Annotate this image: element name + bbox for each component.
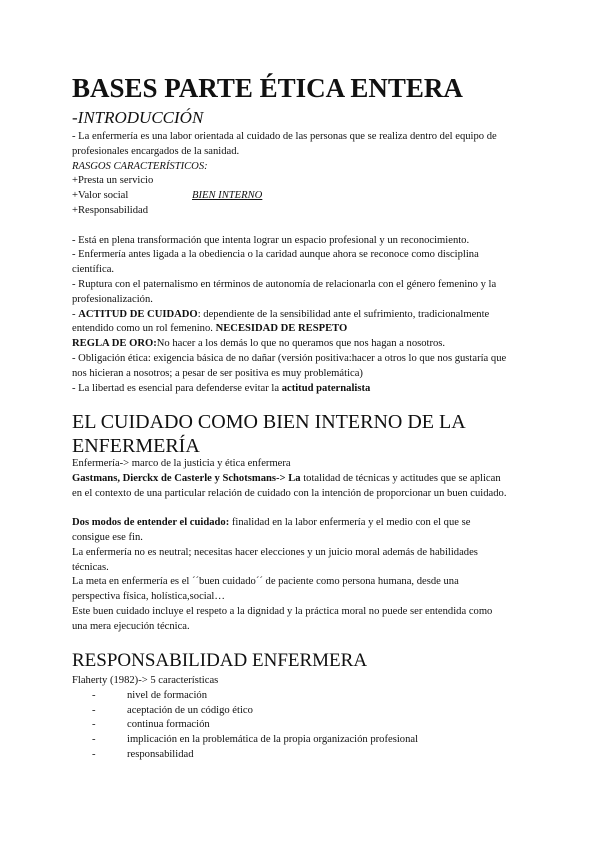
text-line: - La enfermería es una labor orientada al cuidado de las personas que se realiza dentro del equipo de xyxy=(72,131,497,142)
text-line: La enfermería no es neutral; necesitas hacer elecciones y un juicio moral además de habilidades xyxy=(72,546,478,558)
text-line: científica. xyxy=(72,264,115,276)
text-line xyxy=(72,308,552,323)
intro-section xyxy=(72,130,552,396)
intro-heading: -INTRODUCCIÓN xyxy=(72,108,204,127)
bold-text: actitud paternalista xyxy=(281,382,371,394)
bold-text: NECESIDAD DE RESPETO xyxy=(215,323,348,335)
text-line: en el contexto de una particular relación de cuidado con la intención de proporcionar un buen cuidado. xyxy=(72,487,507,499)
text-line: nos hicieran a nosotros; a pesar de ser positiva es muy problemática) xyxy=(72,367,363,379)
text-line: profesionales encargados de la sanidad. xyxy=(72,145,240,157)
responsabilidad-heading: RESPONSABILIDAD ENFERMERA xyxy=(72,650,368,671)
text: totalidad de técnicas y actitudes que se aplican xyxy=(300,472,501,484)
bien-interno-label: BIEN INTERNO xyxy=(192,190,263,202)
cuidado-heading: EL CUIDADO COMO BIEN INTERNO DE LA xyxy=(72,411,466,433)
text: : dependiente de la sensibilidad ante el sufrimiento, tradicionalmente xyxy=(197,308,490,320)
text-line: consigue ese fin. xyxy=(72,531,143,543)
bold-text: Dos modos de entender el cuidado: xyxy=(72,517,230,529)
list-item-text: nivel de formación xyxy=(127,689,208,701)
text-line xyxy=(72,337,552,352)
text-line: +Presta un servicio xyxy=(72,175,154,187)
bold-text: ACTITUD DE CUIDADO xyxy=(78,308,198,320)
text-line: +Responsabilidad xyxy=(72,204,149,216)
text-line: profesionalización. xyxy=(72,293,153,305)
text-line: Flaherty (1982)-> 5 características xyxy=(72,675,219,686)
text: entendido como un rol femenino. xyxy=(72,323,216,335)
responsabilidad-section xyxy=(72,674,552,763)
text-line: - Obligación ética: exigencia básica de no dañar (versión positiva:hacer a otros lo que nos gustaría que xyxy=(72,352,507,364)
rasgos-heading: RASGOS CARACTERÍSTICOS: xyxy=(72,160,208,172)
text-line: Este buen cuidado incluye el respeto a la dignidad y la práctica moral no puede ser entendida como xyxy=(72,605,493,617)
bullet: - xyxy=(92,704,96,716)
bullet: - xyxy=(92,734,96,746)
text-line xyxy=(72,189,552,204)
text-line: Enfermería-> marco de la justicia y ética enfermera xyxy=(72,458,291,469)
list-item xyxy=(72,689,552,704)
text-line: - Está en plena transformación que intenta lograr un espacio profesional y un reconocimiento. xyxy=(72,234,470,246)
bullet: - xyxy=(92,719,96,731)
list-item xyxy=(72,704,552,719)
text: - xyxy=(72,308,79,320)
bold-text: Gastmans, Dierckx de Casterle y Schotsmans-> La xyxy=(72,472,301,484)
text: - La libertad es esencial para defenderse evitar la xyxy=(72,382,282,394)
bold-text: REGLA DE ORO: xyxy=(72,338,157,350)
bullet: - xyxy=(92,748,96,760)
text-line: - Ruptura con el paternalismo en términos de autonomía de relacionarla con el género femenino y la xyxy=(72,278,497,290)
text-line xyxy=(72,472,552,487)
list-item xyxy=(72,748,552,763)
list-item xyxy=(72,733,552,748)
text-line: La meta en enfermería es el ´´buen cuidado´´ de paciente como persona humana, desde una xyxy=(72,576,459,588)
text-line xyxy=(72,516,552,531)
text: +Valor social xyxy=(72,190,129,202)
text-line: perspectiva física, holística,social… xyxy=(72,591,225,603)
list-item-text: responsabilidad xyxy=(127,748,194,760)
text-line xyxy=(72,382,552,397)
text: No hacer a los demás lo que no queramos que nos hagan a nosotros. xyxy=(156,338,446,350)
document-title: BASES PARTE ÉTICA ENTERA xyxy=(72,73,463,103)
cuidado-heading-cont: ENFERMERÍA xyxy=(72,435,200,457)
text-line: técnicas. xyxy=(72,561,109,573)
text-line xyxy=(72,322,552,337)
text: finalidad en la labor enfermería y el medio con el que se xyxy=(229,517,471,529)
list-item xyxy=(72,718,552,733)
list-item-text: aceptación de un código ético xyxy=(127,704,253,716)
text-line: - Enfermería antes ligada a la obediencia o la caridad aunque ahora se reconoce como disciplina xyxy=(72,249,479,261)
cuidado-section xyxy=(72,457,552,635)
list-item-text: continua formación xyxy=(127,719,210,731)
bullet: - xyxy=(92,689,96,701)
text-line: una mera ejecución técnica. xyxy=(72,620,190,632)
list-item-text: implicación en la problemática de la propia organización profesional xyxy=(127,734,419,746)
